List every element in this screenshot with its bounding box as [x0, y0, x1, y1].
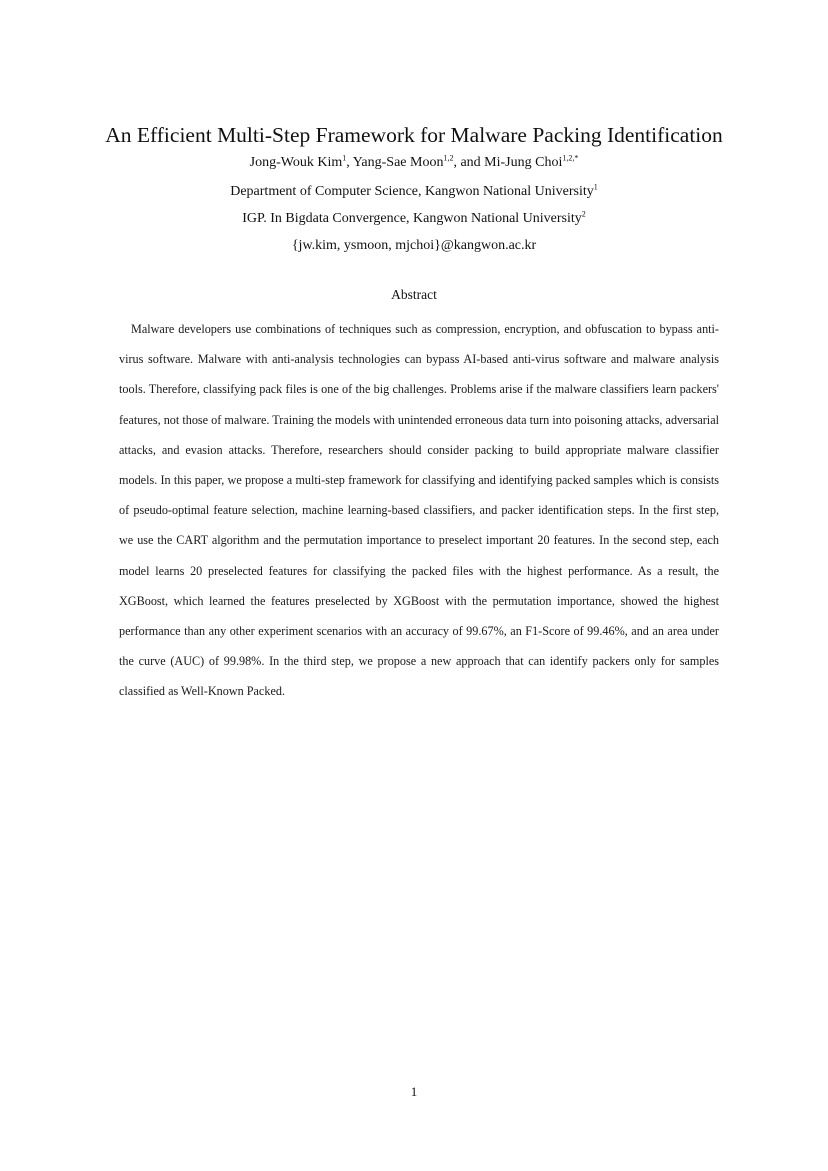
- abstract-text: Malware developers use combinations of techniques such as compression, encryption, and obfuscation to bypass anti-virus software. Malware with anti-analysis technologies can bypass AI-based anti-virus software and malware analysis tools. Therefore, classifying pack files is one of the big challenges. Problems arise if the malware classifiers learn packers' features, not those of malware. Training the models with unintended erroneous data turn into poisoning attacks, adversarial attacks, and evasion attacks. Therefore, researchers should consider packing to build appropriate malware classifier models. In this paper, we propose a multi-step framework for classifying and identifying packed samples which is consists of pseudo-optimal feature selection, machine learning-based classifiers, and packer identification steps. In the first step, we use the CART algorithm and the permutation importance to preselect important 20 features. In the second step, each model learns 20 preselected features for classifying the packed files with the highest performance. As a result, the XGBoost, which learned the features preselected by XGBoost with the permutation importance, showed the highest performance than any other experiment scenarios with an accuracy of 99.67%, an F1-Score of 99.46%, and an area under the curve (AUC) of 99.98%. In the third step, we propose a new approach that can identify packers only for samples classified as Well-Known Packed.: [119, 322, 719, 699]
- author-name: Yang-Sae Moon: [352, 155, 444, 170]
- affiliation-text: Department of Computer Science, Kangwon National University: [230, 184, 594, 199]
- author-name: Jong-Wouk Kim: [249, 155, 343, 170]
- affiliation-mark: 1: [593, 182, 598, 192]
- author-separator: ,: [346, 155, 353, 170]
- author-affiliation-mark: 1,2: [443, 153, 454, 163]
- affiliation-mark: 2: [581, 209, 586, 219]
- author-separator: , and: [453, 155, 485, 170]
- author-emails: {jw.kim, ysmoon, mjchoi}@kangwon.ac.kr: [291, 238, 537, 253]
- page-number: 1: [410, 1084, 418, 1099]
- author-list: [60, 153, 768, 173]
- abstract-heading: Abstract: [391, 287, 437, 302]
- author-name: Mi-Jung Choi: [484, 155, 563, 170]
- affiliation-1: [60, 182, 768, 202]
- paper-title: An Efficient Multi-Step Framework for Malware Packing Identification: [105, 123, 723, 147]
- affiliation-text: IGP. In Bigdata Convergence, Kangwon National University: [242, 211, 582, 226]
- author-affiliation-mark: 1: [342, 153, 347, 163]
- author-affiliation-mark: 1,2,*: [562, 153, 579, 163]
- affiliation-2: [60, 209, 768, 229]
